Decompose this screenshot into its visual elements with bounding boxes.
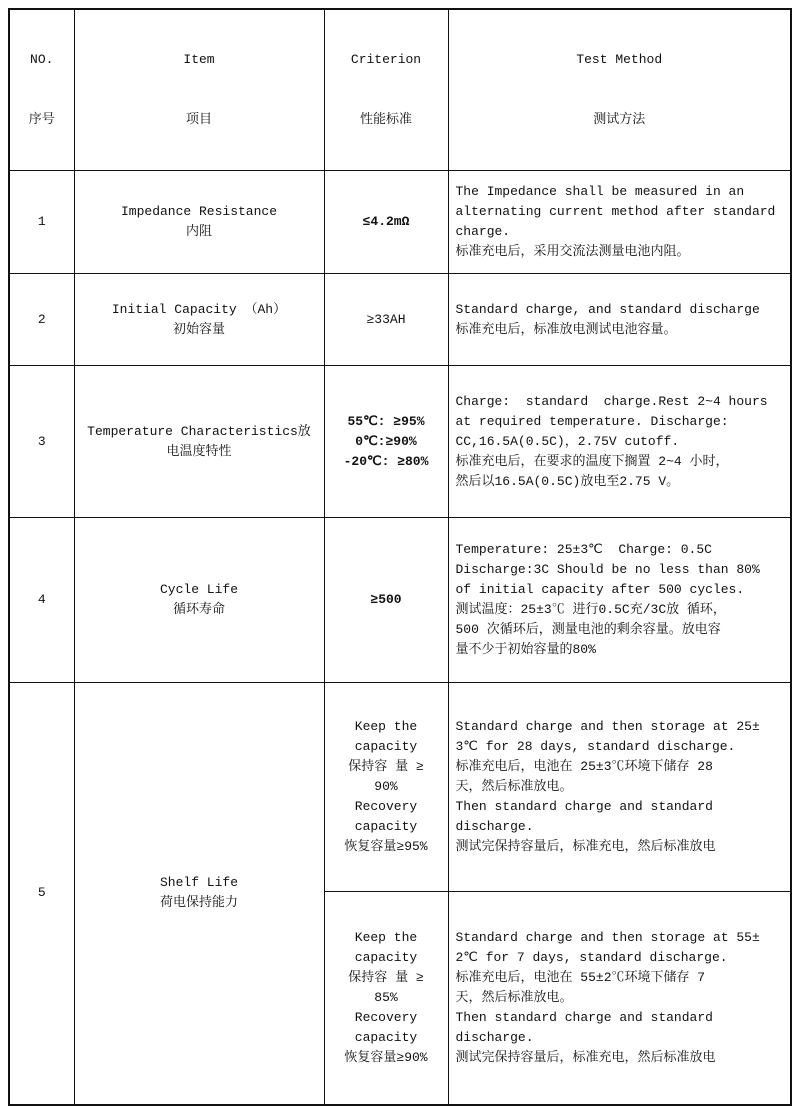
row-3-item: Temperature Characteristics放 电温度特性 [74,366,324,518]
row-1-test-method: The Impedance shall be measured in an alternating current method after standard charge. 标准充电后，采用交流法测量电池内阻。 [448,171,791,274]
table-row [9,683,791,892]
header-row [9,9,791,171]
row-4-number: 4 [9,518,74,683]
row-5-item: Shelf Life 荷电保持能力 [74,683,324,1105]
spec-table-document [8,8,790,1106]
row-3-number: 3 [9,366,74,518]
table-row [9,518,791,683]
row-2-number: 2 [9,274,74,366]
header-item [74,9,324,171]
header-criterion-cn: 性能标准 [359,112,412,127]
row-5b-test-method: Standard charge and then storage at 55± 2℃ for 7 days, standard discharge. 标准充电后，电池在 55±2℃环境下储存 7 天，然后标准放电。 Then standard charge and standard discharge. 测试完保持容量后，标准充电，然后标准放电 [448,892,791,1105]
row-1-number: 1 [9,171,74,274]
row-2-criterion: ≥33AH [324,274,448,366]
spec-table [8,8,792,1106]
header-item-en: Item [183,52,215,67]
row-5a-criterion: Keep the capacity 保持容 量 ≥ 90% Recovery capacity 恢复容量≥95% [324,683,448,892]
table-body [9,9,791,1105]
header-no-cn: 序号 [28,112,55,127]
row-4-criterion: ≥500 [324,518,448,683]
row-2-test-method: Standard charge, and standard discharge 标准充电后，标准放电测试电池容量。 [448,274,791,366]
header-test-method-en: Test Method [576,52,663,67]
table-row [9,171,791,274]
table-row [9,274,791,366]
header-criterion-en: Criterion [350,52,422,67]
row-5-number: 5 [9,683,74,1105]
header-criterion [324,9,448,171]
row-4-item: Cycle Life 循环寿命 [74,518,324,683]
header-test-method-cn: 测试方法 [593,112,646,127]
header-item-cn: 项目 [185,112,212,127]
row-5a-test-method: Standard charge and then storage at 25± 3℃ for 28 days, standard discharge. 标准充电后，电池在 25±3℃环境下储存 28 天，然后标准放电。 Then standard charge and standard discharge. 测试完保持容量后，标准充电，然后标准放电 [448,683,791,892]
row-3-test-method: Charge: standard charge.Rest 2~4 hours at required temperature. Discharge: CC,16.5A(0.5C)，2.75V cutoff. 标准充电后，在要求的温度下搁置 2~4 小时， 然后以16.5A(0.5C)放电至2.75 V。 [448,366,791,518]
row-2-item: Initial Capacity （Ah） 初始容量 [74,274,324,366]
row-3-criterion: 55℃: ≥95% 0℃:≥90% -20℃: ≥80% [324,366,448,518]
header-test-method [448,9,791,171]
header-no-en: NO. [30,52,54,67]
row-5b-criterion: Keep the capacity 保持容 量 ≥ 85% Recovery capacity 恢复容量≥90% [324,892,448,1105]
table-row [9,366,791,518]
row-1-item: Impedance Resistance 内阻 [74,171,324,274]
header-no [9,9,74,171]
row-4-test-method: Temperature: 25±3℃ Charge: 0.5C Discharge:3C Should be no less than 80% of initial capacity after 500 cycles. 测试温度：25±3℃ 进行0.5C充/3C放 循环， 500 次循环后，测量电池的剩余容量。放电容 量不少于初始容量的80% [448,518,791,683]
row-1-criterion: ≤4.2mΩ [324,171,448,274]
